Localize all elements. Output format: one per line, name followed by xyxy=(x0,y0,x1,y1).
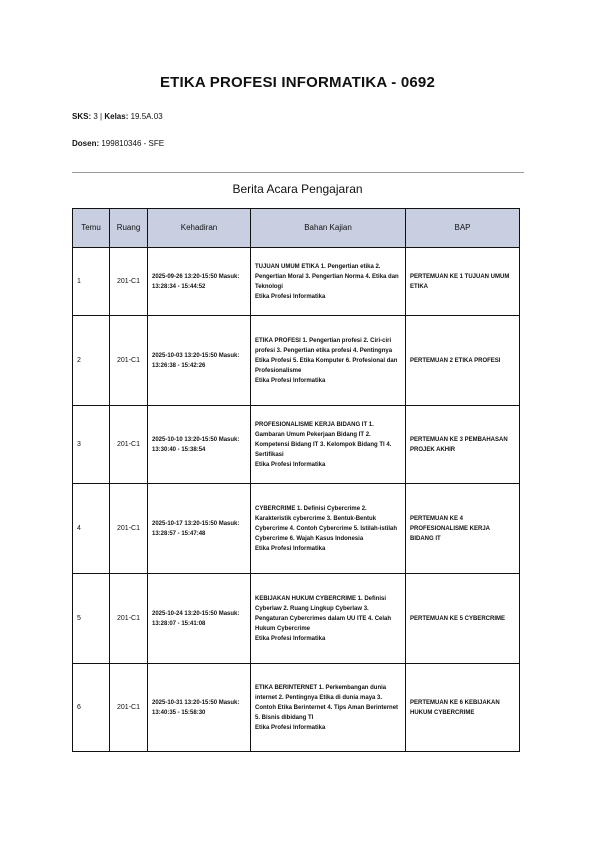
header-bahan-kajian: Bahan Kajian xyxy=(251,209,406,248)
table-row xyxy=(73,406,520,484)
bahan-course: Etika Profesi Informatika xyxy=(255,293,326,300)
header-temu: Temu xyxy=(73,209,110,248)
sks-label: SKS: xyxy=(72,112,92,121)
cell-kehadiran: 2025-10-10 13:20-15:50 Masuk: 13:30:40 - 15:38:54 xyxy=(148,406,251,484)
cell-temu: 6 xyxy=(73,664,110,752)
kelas-value: 19.5A.03 xyxy=(130,112,163,121)
cell-ruang: 201-C1 xyxy=(110,248,148,316)
bap-table xyxy=(72,208,520,752)
divider xyxy=(72,172,524,173)
cell-temu: 1 xyxy=(73,248,110,316)
kelas-label: Kelas: xyxy=(104,112,129,121)
bahan-course: Etika Profesi Informatika xyxy=(255,724,326,731)
table-row xyxy=(73,316,520,406)
cell-bahan-kajian xyxy=(251,574,406,664)
cell-temu: 5 xyxy=(73,574,110,664)
cell-bahan-kajian xyxy=(251,248,406,316)
cell-temu: 2 xyxy=(73,316,110,406)
cell-bap: PERTEMUAN KE 6 KEBIJAKAN HUKUM CYBERCRIME xyxy=(406,664,520,752)
header-kehadiran: Kehadiran xyxy=(148,209,251,248)
cell-kehadiran: 2025-10-17 13:20-15:50 Masuk: 13:28:57 - 15:47:48 xyxy=(148,484,251,574)
bahan-text: PROFESIONALISME KERJA BIDANG IT 1. Gambaran Umum Pekerjaan Bidang IT 2. Kompetensi Bidang IT 3. Kelompok Bidang TI 4. Sertifikasi xyxy=(255,421,392,458)
cell-temu: 4 xyxy=(73,484,110,574)
cell-ruang: 201-C1 xyxy=(110,484,148,574)
table-row xyxy=(73,574,520,664)
cell-bahan-kajian xyxy=(251,484,406,574)
cell-temu: 3 xyxy=(73,406,110,484)
bahan-course: Etika Profesi Informatika xyxy=(255,545,326,552)
lecturer-info xyxy=(72,139,164,148)
bahan-course: Etika Profesi Informatika xyxy=(255,461,326,468)
cell-bap: PERTEMUAN KE 3 PEMBAHASAN PROJEK AKHIR xyxy=(406,406,520,484)
bahan-text: KEBIJAKAN HUKUM CYBERCRIME 1. Definisi Cyberlaw 2. Ruang Lingkup Cyberlaw 3. Pengaturan Cybercrimes dalam UU ITE 4. Celah Hukum Cybercrime xyxy=(255,595,392,632)
sks-value: 3 xyxy=(93,112,98,121)
header-ruang: Ruang xyxy=(110,209,148,248)
cell-bap: PERTEMUAN KE 5 CYBERCRIME xyxy=(406,574,520,664)
cell-ruang: 201-C1 xyxy=(110,664,148,752)
cell-kehadiran: 2025-10-24 13:20-15:50 Masuk: 13:28:07 - 15:41:08 xyxy=(148,574,251,664)
bahan-text: CYBERCRIME 1. Definisi Cybercrime 2. Karakteristik cybercrime 3. Bentuk-Bentuk Cybercrime 4. Contoh Cybercrime 5. Istilah-istilah Cybercrime 6. Wajah Kasus Indonesia xyxy=(255,505,398,542)
table-row xyxy=(73,484,520,574)
separator: | xyxy=(100,112,103,121)
cell-bahan-kajian xyxy=(251,664,406,752)
cell-ruang: 201-C1 xyxy=(110,406,148,484)
cell-kehadiran: 2025-09-26 13:20-15:50 Masuk: 13:28:34 - 15:44:52 xyxy=(148,248,251,316)
header-bap: BAP xyxy=(406,209,520,248)
cell-ruang: 201-C1 xyxy=(110,316,148,406)
cell-kehadiran: 2025-10-31 13:20-15:50 Masuk: 13:40:35 - 15:58:30 xyxy=(148,664,251,752)
bahan-text: TUJUAN UMUM ETIKA 1. Pengertian etika 2. Pengertian Moral 3. Pengertian Norma 4. Etika dan Teknologi xyxy=(255,263,399,290)
cell-bahan-kajian xyxy=(251,316,406,406)
cell-bahan-kajian xyxy=(251,406,406,484)
cell-kehadiran: 2025-10-03 13:20-15:50 Masuk: 13:26:38 - 15:42:26 xyxy=(148,316,251,406)
table-row xyxy=(73,248,520,316)
dosen-label: Dosen: xyxy=(72,139,100,148)
cell-bap: PERTEMUAN 2 ETIKA PROFESI xyxy=(406,316,520,406)
bahan-text: ETIKA BERINTERNET 1. Perkembangan dunia internet 2. Pentingnya Etika di dunia maya 3. Contoh Etika Berinternet 4. Tips Aman Berinternet 5. Bisnis dibidang TI xyxy=(255,684,399,721)
table-row xyxy=(73,664,520,752)
bahan-course: Etika Profesi Informatika xyxy=(255,377,326,384)
bahan-text: ETIKA PROFESI 1. Pengertian profesi 2. Ciri-ciri profesi 3. Pengertian etika profesi 4. Pentingnya Etika Profesi 5. Etika Komputer 6. Profesional dan Profesionalisme xyxy=(255,337,398,374)
table-header-row xyxy=(73,209,520,248)
course-info xyxy=(72,112,163,121)
page-title: ETIKA PROFESI INFORMATIKA - 0692 xyxy=(159,74,436,91)
section-title: Berita Acara Pengajaran xyxy=(232,182,363,196)
dosen-value: 199810346 - SFE xyxy=(101,139,165,148)
bahan-course: Etika Profesi Informatika xyxy=(255,635,326,642)
cell-bap: PERTEMUAN KE 4 PROFESIONALISME KERJA BIDANG IT xyxy=(406,484,520,574)
cell-ruang: 201-C1 xyxy=(110,574,148,664)
cell-bap: PERTEMUAN KE 1 TUJUAN UMUM ETIKA xyxy=(406,248,520,316)
